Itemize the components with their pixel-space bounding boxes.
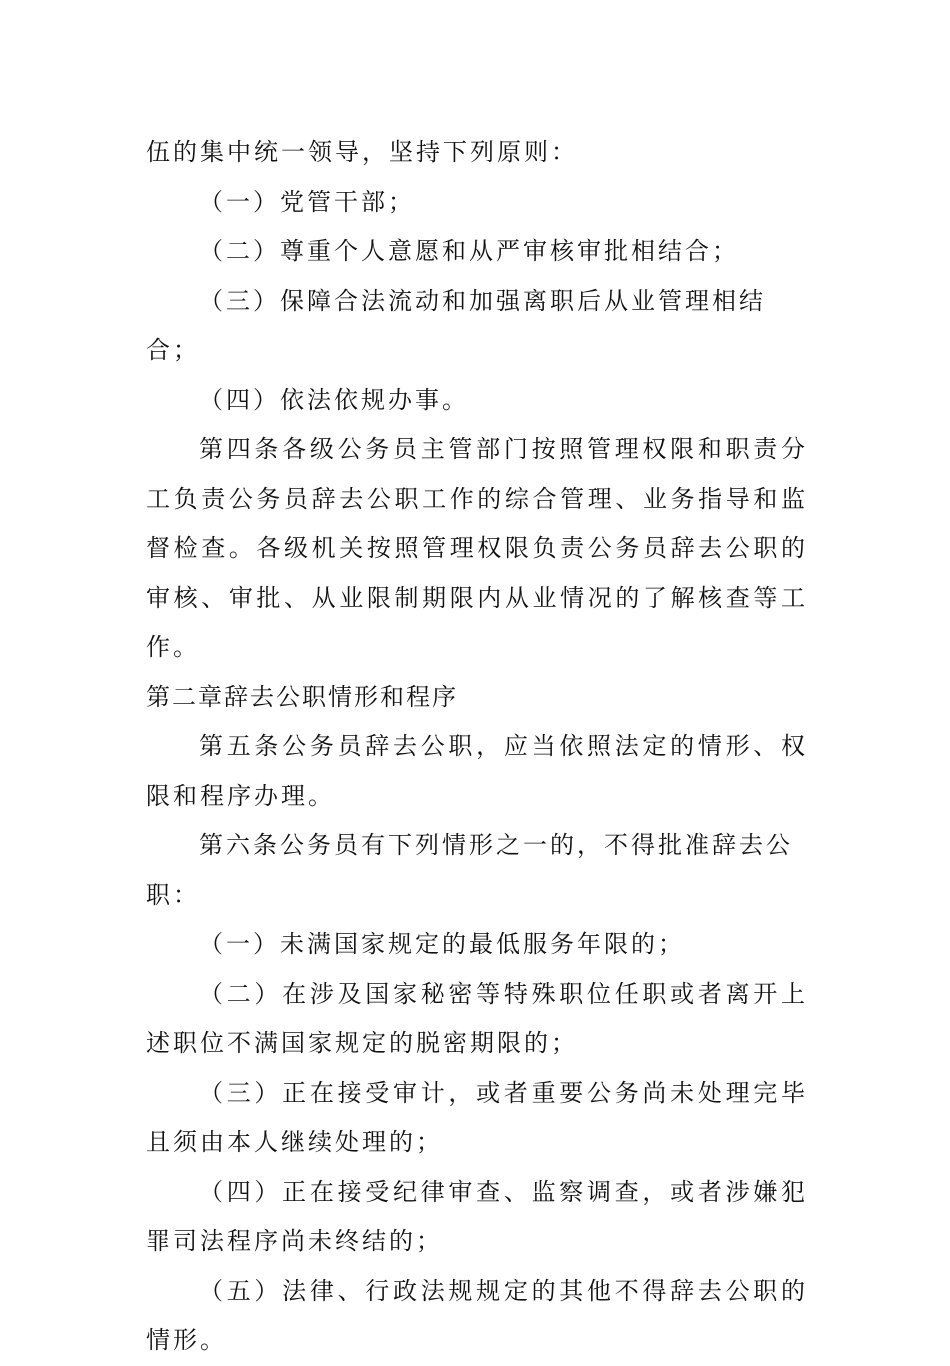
article-4: 第四条各级公务员主管部门按照管理权限和职责分工负责公务员辞去公职工作的综合管理、业务指导和监督检查。各级机关按照管理权限负责公务员辞去公职的审核、审批、从业限制期限内从业情况的了解核查等工作。 — [146, 435, 808, 661]
principle-item-4: （四）依法依规办事。 — [199, 385, 469, 414]
article-6-item-1: （一）未满国家规定的最低服务年限的； — [199, 930, 685, 958]
article-5: 第五条公务员辞去公职，应当依照法定的情形、权限和程序办理。 — [146, 732, 808, 810]
document-body — [146, 128, 808, 1366]
article-6-item-3: （三）正在接受审计，或者重要公务尚未处理完毕且须由本人继续处理的； — [146, 1078, 808, 1156]
chapter-2-heading: 第二章辞去公职情形和程序 — [146, 682, 458, 711]
article-6: 第六条公务员有下列情形之一的，不得批准辞去公职： — [146, 831, 793, 909]
principle-item-2: （二）尊重个人意愿和从严审核审批相结合； — [199, 237, 739, 265]
paragraph-continuation: 伍的集中统一领导，坚持下列原则： — [146, 138, 578, 166]
article-6-item-5: （五）法律、行政法规规定的其他不得辞去公职的情形。 — [146, 1276, 808, 1354]
article-6-item-2: （二）在涉及国家秘密等特殊职位任职或者离开上述职位不满国家规定的脱密期限的； — [146, 979, 808, 1057]
article-6-item-4: （四）正在接受纪律审查、监察调查，或者涉嫌犯罪司法程序尚未终结的； — [146, 1177, 808, 1255]
principle-item-3: （三）保障合法流动和加强离职后从业管理相结合； — [146, 286, 766, 364]
principle-item-1: （一）党管干部； — [199, 187, 415, 216]
